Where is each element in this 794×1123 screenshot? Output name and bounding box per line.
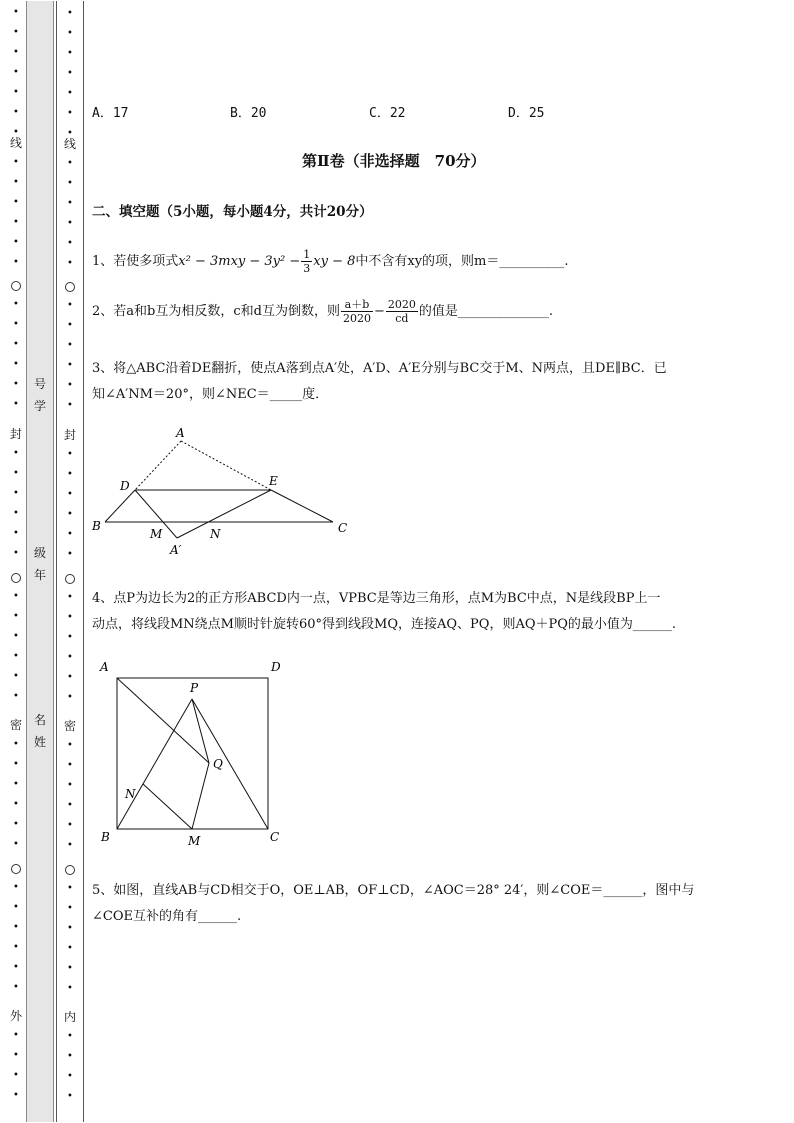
label-c: C <box>270 830 280 844</box>
q1-fraction <box>301 248 312 275</box>
dot-leader: • • • • • • <box>67 592 73 703</box>
q1-expr-a: x² − 3mxy − 3y² − <box>178 254 301 269</box>
section-title: 二、填空题（5小题，每小题4分，共计20分） <box>92 204 373 220</box>
question-3-line-1: 3、将△ABC沿着DE翻折，使点A落到点A′处，A′D、A′E分别与BC交于M、N两点，且DE∥BC．已 <box>92 361 667 376</box>
binding-circle <box>11 864 21 874</box>
label-c: C <box>338 521 348 535</box>
label-b: B <box>92 519 101 533</box>
segment-qm <box>192 763 209 829</box>
figure-q3 <box>88 420 358 565</box>
choice-a[interactable]: A．17 <box>92 106 129 121</box>
binding-circle <box>65 574 75 584</box>
segment-pb <box>117 699 192 829</box>
q2-f1-num: a＋b <box>341 298 373 312</box>
q2-f2-num: 2020 <box>387 298 416 311</box>
choice-c[interactable]: C．22 <box>369 106 406 121</box>
dot-leader: • • • • <box>67 1031 73 1102</box>
dot-leader: • • • • • • <box>67 740 73 851</box>
fold-line-ad <box>135 441 181 490</box>
binding-circle <box>65 282 75 292</box>
question-5-line-1: 5、如图，直线AB与CD相交于O，OE⊥AB，OF⊥CD，∠AOC＝28° 24′，则∠COE＝______，图中与 <box>92 883 695 898</box>
q1-suffix: 中不含有xy的项，则m＝__________. <box>355 254 569 269</box>
label-d: D <box>271 660 281 674</box>
binding-label-mi: 密 <box>9 718 22 732</box>
dot-leader: • • • • • • <box>67 300 73 411</box>
q2-fraction-1 <box>341 298 373 325</box>
label-a: A <box>176 426 185 440</box>
question-3-line-2: 知∠A′NM＝20°，则∠NEC＝_____度． <box>92 387 329 402</box>
q2-prefix: 2、若 <box>92 304 127 319</box>
label-a: A <box>100 660 109 674</box>
dot-leader: • • • • • • <box>13 157 19 268</box>
label-n: N <box>125 787 136 801</box>
q1-frac-num: 1 <box>303 248 311 261</box>
label-a-prime: A′ <box>170 543 182 557</box>
label-ming: 名 <box>33 713 46 727</box>
binding-outer-column <box>8 0 24 1123</box>
q1-frac-den: 3 <box>303 262 311 275</box>
dot-leader: • • • • • • <box>67 883 73 994</box>
q2-fraction-2 <box>386 298 418 325</box>
question-5-line-2: ∠COE互补的角有______. <box>92 909 242 924</box>
binding-inner-label-xian: 线 <box>63 137 76 151</box>
fold-line-ae <box>181 441 271 490</box>
q2-f2-den: cd <box>395 312 409 325</box>
dot-leader: • • • • • • <box>13 591 19 702</box>
q1-prefix: 1、若使多项式 <box>92 254 179 269</box>
dot-leader: • • • • <box>13 1030 19 1101</box>
label-d: D <box>120 479 130 493</box>
dot-leader: • • • • • • <box>13 739 19 850</box>
label-hao: 号 <box>33 377 46 391</box>
segment-nm <box>143 784 192 829</box>
binding-circle <box>65 865 75 875</box>
q2-f1-den: 2020 <box>342 312 371 325</box>
q2-mid: a和b互为相反数，c和d互为倒数，则 <box>126 304 340 319</box>
label-nian: 年 <box>33 568 46 582</box>
binding-label-xian: 线 <box>9 136 22 150</box>
segment-ec <box>271 490 333 522</box>
part-title: 第Ⅱ卷（非选择题 70分） <box>302 152 486 170</box>
binding-inner-label-mi: 密 <box>63 719 76 733</box>
binding-inner-column <box>56 1 84 1122</box>
label-ji: 级 <box>33 546 46 560</box>
dot-leader: • • • • • • • <box>13 7 19 138</box>
segment-pc <box>192 699 268 829</box>
question-1 <box>92 248 569 275</box>
binding-circle <box>11 281 21 291</box>
label-m: M <box>150 527 163 541</box>
q1-expr-b: xy − 8 <box>313 254 356 269</box>
q2-suffix: 的值是______________. <box>418 304 554 319</box>
segment-pq <box>192 699 209 763</box>
choice-d[interactable]: D．25 <box>508 106 545 121</box>
label-b: B <box>101 830 110 844</box>
question-4-line-2: 动点，将线段MN绕点M顺时针旋转60°得到线段MQ，连接AQ、PQ，则AQ＋PQ的最小值为______. <box>92 617 677 632</box>
figure-q4 <box>96 656 296 856</box>
dot-leader: • • • • • • <box>13 882 19 993</box>
label-xing: 姓 <box>33 735 46 749</box>
binding-circle <box>11 573 21 583</box>
binding-label-wai: 外 <box>9 1009 22 1023</box>
dot-leader: • • • • • • <box>13 448 19 559</box>
student-info-column <box>26 1 54 1122</box>
label-m: M <box>188 834 201 848</box>
label-p: P <box>190 681 199 695</box>
dot-leader: • • • • • • <box>67 158 73 269</box>
dot-leader: • • • • • • • <box>67 8 73 139</box>
choice-b[interactable]: B．20 <box>230 106 267 121</box>
label-n: N <box>210 527 221 541</box>
question-4-line-1: 4、点P为边长为2的正方形ABCD内一点，VPBC是等边三角形，点M为BC中点，N是线段BP上一 <box>92 591 661 606</box>
dot-leader: • • • • • • <box>67 449 73 560</box>
binding-inner-label-nei: 内 <box>63 1010 76 1024</box>
label-q: Q <box>213 757 223 771</box>
binding-inner-label-feng: 封 <box>63 428 76 442</box>
q2-minus: − <box>373 304 385 319</box>
dot-leader: • • • • • • <box>13 299 19 410</box>
label-e: E <box>269 474 278 488</box>
segment-ea2 <box>177 490 271 538</box>
binding-label-feng: 封 <box>9 427 22 441</box>
segment-db <box>105 490 135 522</box>
question-2 <box>92 298 553 325</box>
label-xue: 学 <box>33 399 46 413</box>
